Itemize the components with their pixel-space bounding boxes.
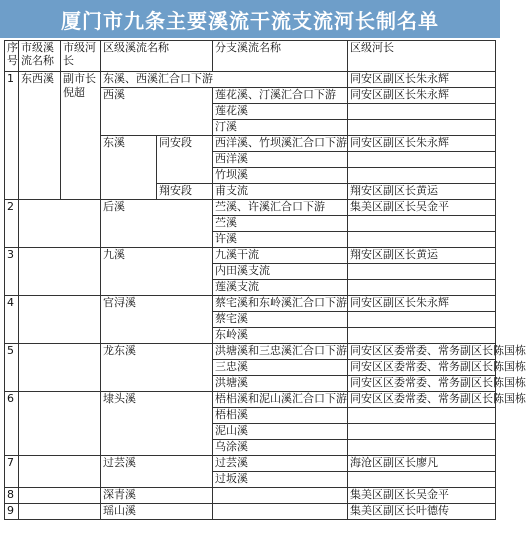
header-city-chief: 市级河长 <box>61 41 101 72</box>
header-num: 序号 <box>5 41 19 72</box>
district-stream-name: 深青溪 <box>101 488 213 504</box>
page-title: 厦门市九条主要溪流干流支流河长制名单 <box>0 0 500 38</box>
district-chief: 同安区副区长朱永辉 <box>348 296 496 312</box>
district-chief: 同安区副区长朱永辉 <box>348 72 496 88</box>
branch-stream: 莲花溪、汀溪汇合口下游 <box>213 88 348 104</box>
row-num: 5 <box>5 344 19 392</box>
city-stream-name <box>19 504 101 520</box>
table-row <box>5 296 496 312</box>
district-chief: 翔安区副区长黄运 <box>348 184 496 200</box>
branch-stream: 苎溪、许溪汇合口下游 <box>213 200 348 216</box>
table-row <box>5 456 496 472</box>
row-num: 6 <box>5 392 19 456</box>
table-row <box>5 504 496 520</box>
district-chief: 翔安区副区长黄运 <box>348 248 496 264</box>
branch-stream: 苎溪 <box>213 216 348 232</box>
branch-stream: 内田溪支流 <box>213 264 348 280</box>
row-num: 7 <box>5 456 19 488</box>
table-row <box>5 488 496 504</box>
city-stream-name <box>19 248 101 296</box>
city-stream-name <box>19 296 101 344</box>
district-chief: 同安区副区长朱永辉 <box>348 136 496 152</box>
district-chief: 同安区区委常委、常务副区长陈国栋 <box>348 376 496 392</box>
district-stream-name: 瑶山溪 <box>101 504 213 520</box>
branch-stream: 莲溪支流 <box>213 280 348 296</box>
header-district-stream: 区级溪流名称 <box>101 41 213 72</box>
table-header-row <box>5 41 496 72</box>
table-row <box>5 200 496 216</box>
district-stream-name: 官浔溪 <box>101 296 213 344</box>
city-stream-name <box>19 488 101 504</box>
district-chief <box>348 232 496 248</box>
district-segment: 同安段 <box>157 136 213 184</box>
header-city-stream: 市级溪流名称 <box>19 41 61 72</box>
district-stream-name: 东溪 <box>101 136 157 200</box>
district-chief: 同安区区委常委、常务副区长陈国栋 <box>348 360 496 376</box>
city-chief: 副市长倪超 <box>61 72 101 200</box>
branch-stream: 三忠溪 <box>213 360 348 376</box>
branch-stream: 东岭溪 <box>213 328 348 344</box>
district-chief <box>348 408 496 424</box>
city-stream-name <box>19 456 101 488</box>
table-row <box>5 248 496 264</box>
district-stream-name: 西溪 <box>101 88 213 136</box>
table-row <box>5 344 496 360</box>
branch-stream <box>213 488 348 504</box>
district-chief: 同安区区委常委、常务副区长陈国栋 <box>348 392 496 408</box>
row-num: 8 <box>5 488 19 504</box>
branch-stream <box>213 504 348 520</box>
branch-stream: 过坂溪 <box>213 472 348 488</box>
branch-stream: 梧梠溪和泥山溪汇合口下游 <box>213 392 348 408</box>
branch-stream: 竹坝溪 <box>213 168 348 184</box>
city-stream-name <box>19 344 101 392</box>
branch-stream: 蔡宅溪和东岭溪汇合口下游 <box>213 296 348 312</box>
district-chief <box>348 328 496 344</box>
row-num: 3 <box>5 248 19 296</box>
branch-stream: 泥山溪 <box>213 424 348 440</box>
city-stream-name <box>19 392 101 456</box>
branch-stream: 东溪、西溪汇合口下游 <box>101 72 348 88</box>
district-stream-name: 埭头溪 <box>101 392 213 456</box>
branch-stream: 洪塘溪和三忠溪汇合口下游 <box>213 344 348 360</box>
row-num: 4 <box>5 296 19 344</box>
district-chief: 集美区副区长吴金平 <box>348 200 496 216</box>
header-district-chief: 区级河长 <box>348 41 496 72</box>
district-chief <box>348 264 496 280</box>
branch-stream: 乌涂溪 <box>213 440 348 456</box>
branch-stream: 许溪 <box>213 232 348 248</box>
branch-stream: 莲花溪 <box>213 104 348 120</box>
branch-stream: 西洋溪 <box>213 152 348 168</box>
district-segment: 翔安段 <box>157 184 213 200</box>
district-stream-name: 过芸溪 <box>101 456 213 488</box>
district-chief: 同安区区委常委、常务副区长陈国栋 <box>348 344 496 360</box>
branch-stream: 甫支流 <box>213 184 348 200</box>
branch-stream: 九溪干流 <box>213 248 348 264</box>
branch-stream: 过芸溪 <box>213 456 348 472</box>
header-branch: 分支溪流名称 <box>213 41 348 72</box>
district-chief <box>348 216 496 232</box>
district-chief: 海沧区副区长廖凡 <box>348 456 496 472</box>
branch-stream: 西洋溪、竹坝溪汇合口下游 <box>213 136 348 152</box>
row-num: 9 <box>5 504 19 520</box>
district-chief: 同安区副区长朱永辉 <box>348 88 496 104</box>
district-chief <box>348 312 496 328</box>
city-stream-name: 东西溪 <box>19 72 61 200</box>
city-stream-name <box>19 200 101 248</box>
row-num: 2 <box>5 200 19 248</box>
district-chief <box>348 424 496 440</box>
river-chief-table <box>4 40 526 520</box>
branch-stream: 蔡宅溪 <box>213 312 348 328</box>
district-chief <box>348 120 496 136</box>
district-chief <box>348 472 496 488</box>
district-stream-name: 九溪 <box>101 248 213 296</box>
district-chief: 集美区副区长叶德传 <box>348 504 496 520</box>
district-stream-name: 后溪 <box>101 200 213 248</box>
branch-stream: 汀溪 <box>213 120 348 136</box>
district-chief <box>348 168 496 184</box>
branch-stream: 洪塘溪 <box>213 376 348 392</box>
table-row <box>5 72 496 88</box>
district-stream-name: 龙东溪 <box>101 344 213 392</box>
branch-stream: 梧梠溪 <box>213 408 348 424</box>
district-chief <box>348 280 496 296</box>
district-chief <box>348 152 496 168</box>
district-chief: 集美区副区长吴金平 <box>348 488 496 504</box>
table-row <box>5 392 496 408</box>
district-chief <box>348 104 496 120</box>
row-num: 1 <box>5 72 19 200</box>
district-chief <box>348 440 496 456</box>
